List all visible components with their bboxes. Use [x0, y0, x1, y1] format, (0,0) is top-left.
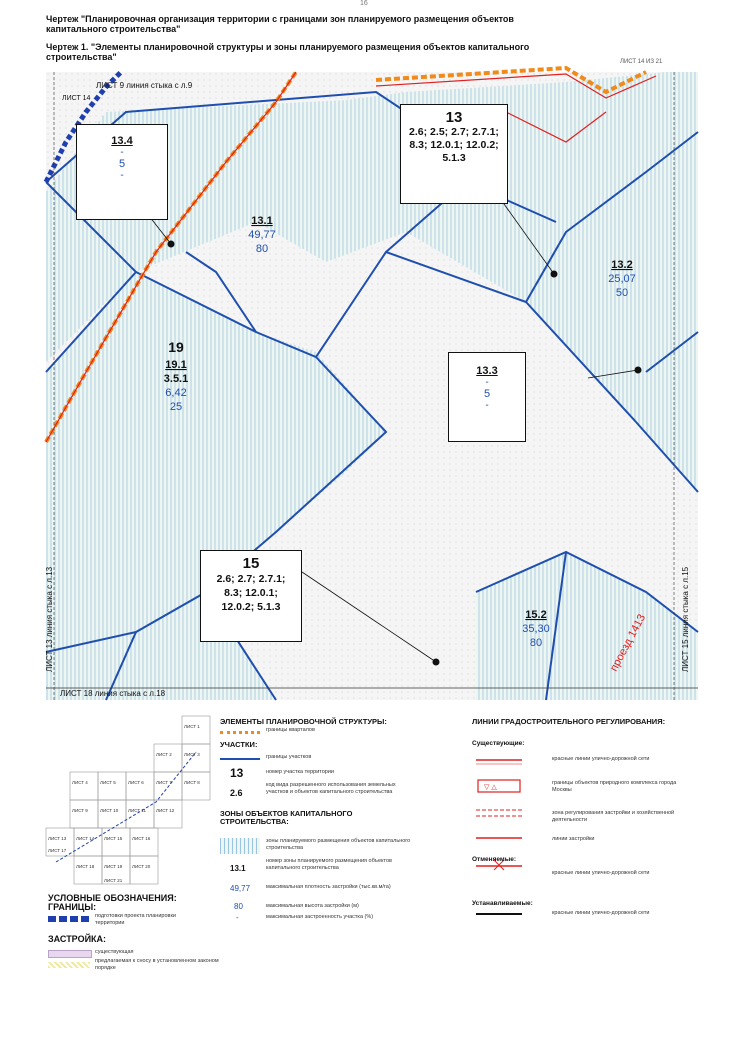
road-label: проезд 1413	[608, 612, 649, 674]
legend-regulation-zone: зона регулирования застройки и хозяйственной деятельности	[552, 810, 675, 823]
parcel-border-swatch	[220, 758, 260, 760]
svg-text:ЛИСТ 21: ЛИСТ 21	[104, 878, 123, 883]
svg-text:35,30: 35,30	[522, 623, 550, 635]
marker-13-3	[635, 367, 642, 374]
svg-text:3.5.1: 3.5.1	[163, 373, 189, 385]
legend-parcel-num-sample: 13	[230, 766, 244, 780]
svg-text:ЛИСТ 2: ЛИСТ 2	[156, 752, 172, 757]
legend-quarters: границы кварталов	[266, 727, 315, 733]
established-red-swatch	[476, 913, 522, 915]
legend-parcel-num-desc: номер участка территории	[266, 769, 335, 775]
legend-borders-item: подготовки проекта планировки территории	[95, 913, 176, 926]
legend-height-desc: максимальная высота застройки (м)	[266, 903, 359, 909]
sheet-15-label: ЛИСТ 15 линия стыка с л.15	[681, 566, 690, 672]
page-number: 16	[360, 0, 368, 7]
legend-lines-title: ЛИНИИ ГРАДОСТРОИТЕЛЬНОГО РЕГУЛИРОВАНИЯ:	[472, 717, 666, 726]
legend-height-sample: 80	[234, 902, 243, 911]
svg-text:ЛИСТ 19: ЛИСТ 19	[104, 864, 123, 869]
sheet-9-label: ЛИСТ 9 линия стыка с л.9	[96, 81, 193, 90]
legend-existing-title: Существующие:	[472, 740, 525, 747]
svg-text:19: 19	[168, 339, 184, 355]
legend-percent-sample: -	[236, 913, 239, 922]
svg-text:19.1: 19.1	[165, 359, 187, 371]
legend-building-lines: линии застройки	[552, 836, 595, 842]
legend-use-code-sample: 2.6	[230, 788, 243, 798]
svg-text:ЛИСТ 1: ЛИСТ 1	[184, 724, 200, 729]
svg-text:25,07: 25,07	[608, 273, 636, 285]
svg-text:ЛИСТ 3: ЛИСТ 3	[184, 752, 200, 757]
legend-zone-num-desc: номер зоны планируемого размещения объектов капитального строительства	[266, 858, 392, 871]
line-swatches	[476, 752, 522, 872]
sheet-index	[46, 712, 214, 888]
svg-text:▽ △: ▽ △	[484, 784, 497, 791]
planning-map	[46, 72, 698, 700]
legend-conventions-title: УСЛОВНЫЕ ОБОЗНАЧЕНИЯ:	[48, 893, 177, 903]
svg-text:ЛИСТ 17: ЛИСТ 17	[48, 848, 67, 853]
callout-15: 15 2.6; 2.7; 2.7.1; 8.3; 12.0.1; 12.0.2; 5.1.3	[200, 550, 302, 642]
svg-text:13.2: 13.2	[611, 259, 633, 271]
svg-text:ЛИСТ 6: ЛИСТ 6	[128, 780, 144, 785]
sheet-14-label: ЛИСТ 14	[62, 95, 91, 102]
svg-text:ЛИСТ 7: ЛИСТ 7	[156, 780, 172, 785]
legend-nature-border: границы объектов природного комплекса города Москвы	[552, 780, 677, 793]
svg-text:ЛИСТ 9: ЛИСТ 9	[72, 808, 88, 813]
marker-15	[433, 659, 440, 666]
svg-text:13.1: 13.1	[251, 215, 273, 227]
svg-text:ЛИСТ 18: ЛИСТ 18	[76, 864, 95, 869]
drawing-subtitle: Чертеж 1. "Элементы планировочной структуры и зоны планируемого размещения объектов капитального строительства"	[46, 42, 530, 62]
legend-buildings-existing: существующая	[95, 949, 134, 955]
legend-cancelled-title: Отменяемые:	[472, 856, 517, 863]
svg-text:ЛИСТ 16: ЛИСТ 16	[132, 836, 151, 841]
quarters-swatch	[220, 731, 260, 734]
legend-zones-title: ЗОНЫ ОБЪЕКТОВ КАПИТАЛЬНОГО СТРОИТЕЛЬСТВА:	[220, 809, 353, 826]
svg-text:ЛИСТ 13: ЛИСТ 13	[48, 836, 67, 841]
legend-parcels-title: УЧАСТКИ:	[220, 740, 258, 749]
legend-established-title: Устанавливаемые:	[472, 900, 533, 907]
marker-13-4	[168, 241, 175, 248]
svg-text:ЛИСТ 8: ЛИСТ 8	[184, 780, 200, 785]
svg-text:49,77: 49,77	[248, 229, 276, 241]
svg-text:ЛИСТ 12: ЛИСТ 12	[156, 808, 175, 813]
legend-red-lines: красные линии улично-дорожной сети	[552, 756, 650, 762]
svg-text:ЛИСТ 14: ЛИСТ 14	[76, 836, 95, 841]
legend-parcels-border: границы участков	[266, 754, 312, 760]
legend-use-code-desc: код вида разрешенного использования земельных участков и объектов капитального строительства	[266, 782, 396, 795]
callout-13: 13 2.6; 2.5; 2.7; 2.7.1; 8.3; 12.0.1; 12.0.2; 5.1.3	[400, 104, 508, 204]
zone-area-swatch	[220, 838, 260, 854]
svg-text:ЛИСТ 5: ЛИСТ 5	[100, 780, 116, 785]
legend-cancelled-red: красные линии улично-дорожной сети	[552, 870, 650, 876]
demolish-building-swatch	[48, 962, 90, 968]
svg-text:ЛИСТ 10: ЛИСТ 10	[100, 808, 119, 813]
sheet-13-label: ЛИСТ 13 линия стыка с л.13	[45, 566, 54, 672]
svg-text:25: 25	[169, 401, 183, 413]
callout-13-3: 13.3 - 5 -	[448, 352, 526, 442]
sheet-reference: ЛИСТ 14 ИЗ 21	[620, 59, 663, 65]
legend-borders-title: ГРАНИЦЫ:	[48, 902, 97, 912]
svg-text:ЛИСТ 4: ЛИСТ 4	[72, 780, 88, 785]
svg-text:6,42: 6,42	[165, 387, 187, 399]
callout-13-4: 13.4 - 5 -	[76, 124, 168, 220]
svg-text:ЛИСТ 20: ЛИСТ 20	[132, 864, 151, 869]
svg-text:ЛИСТ 11: ЛИСТ 11	[128, 808, 146, 813]
legend-percent-desc: максимальная застроенность участка (%)	[266, 914, 374, 920]
legend-buildings-demolish: предлагаемая к сносу в установленном законом порядке	[95, 958, 219, 971]
legend-elements-title: ЭЛЕМЕНТЫ ПЛАНИРОВОЧНОЙ СТРУКТУРЫ:	[220, 717, 387, 726]
svg-text:50: 50	[615, 287, 629, 299]
legend-established-red: красные линии улично-дорожной сети	[552, 910, 650, 916]
project-border-swatch	[48, 916, 90, 922]
svg-text:80: 80	[255, 243, 269, 255]
sheet-18-label: ЛИСТ 18 линия стыка с л.18	[60, 689, 166, 698]
legend-density-desc: максимальная плотность застройки (тыс.кв.м/га)	[266, 884, 391, 890]
marker-13	[551, 271, 558, 278]
svg-text:ЛИСТ 15: ЛИСТ 15	[104, 836, 123, 841]
drawing-title: Чертеж "Планировочная организация территории с границами зон планируемого размещения объектов капитального строительства"	[46, 14, 514, 34]
sheet-index-grid	[46, 712, 214, 888]
legend-zone-num-sample: 13.1	[230, 864, 246, 873]
legend-density-sample: 49,77	[230, 884, 251, 893]
svg-text:15.2: 15.2	[525, 609, 547, 621]
existing-building-swatch	[48, 950, 92, 958]
legend-zone-area: зоны планируемого размещения объектов капитального строительства	[266, 838, 411, 851]
legend-buildings-title: ЗАСТРОЙКА:	[48, 934, 107, 944]
svg-text:80: 80	[529, 637, 543, 649]
